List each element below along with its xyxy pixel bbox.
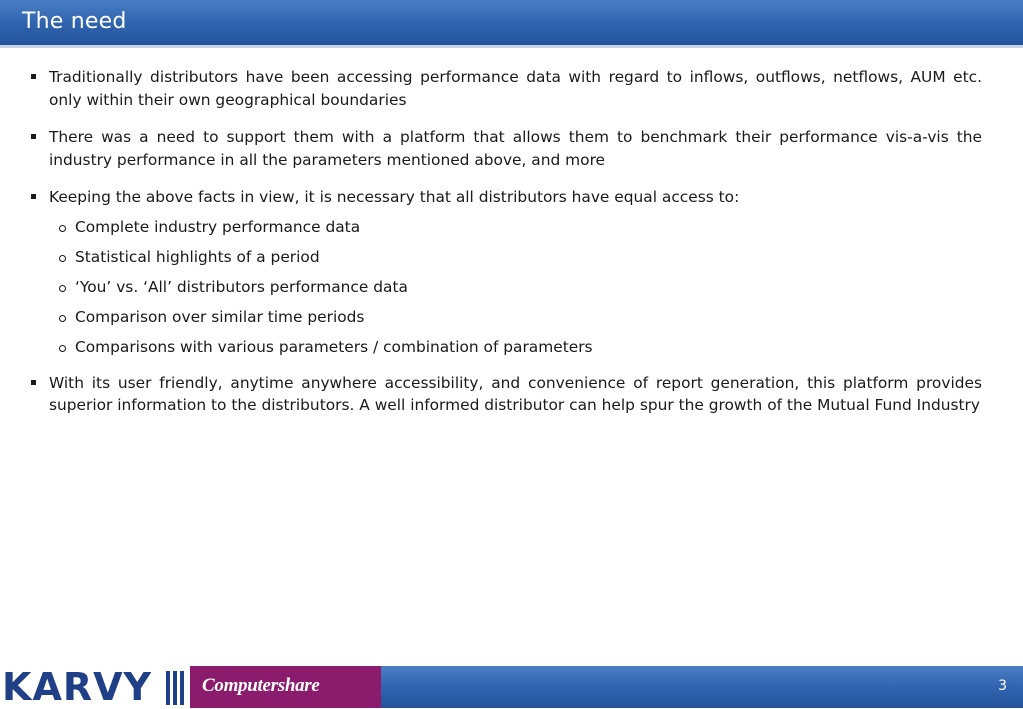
bullet-item — [28, 186, 982, 366]
bullet-text: With its user friendly, anytime anywhere accessibility, and convenience of report generation, this platform provides superior information to the distributors. A well informed distributor can help spur the growth of the Mutual Fund Industry — [49, 373, 982, 414]
bullet-item — [28, 66, 982, 111]
sub-bullet-item — [28, 246, 982, 276]
circle-bullet-icon — [59, 255, 66, 262]
slide-content — [28, 66, 982, 432]
square-bullet-icon — [31, 74, 36, 79]
sub-bullet-text: Comparisons with various parameters / combination of parameters — [75, 337, 593, 356]
sub-bullet-item — [28, 336, 982, 366]
bullet-text: Traditionally distributors have been accessing performance data with regard to inflows, outflows, netflows, AUM etc. only within their own geographical boundaries — [49, 68, 982, 109]
sub-bullet-text: ‘You’ vs. ‘All’ distributors performance data — [75, 277, 408, 296]
square-bullet-icon — [31, 380, 36, 385]
sub-bullet-item — [28, 306, 982, 336]
bullet-text: There was a need to support them with a platform that allows them to benchmark their performance vis-a-vis the industry performance in all the parameters mentioned above, and more — [49, 128, 982, 169]
bullet-item — [28, 126, 982, 171]
karvy-logo-text: KARVY — [2, 665, 153, 709]
sub-bullet-list — [28, 216, 982, 366]
sub-bullet-text: Comparison over similar time periods — [75, 307, 365, 326]
karvy-bars-icon — [166, 671, 188, 705]
slide-footer — [0, 665, 1023, 708]
sub-bullet-item — [28, 216, 982, 246]
sub-bullet-text: Complete industry performance data — [75, 217, 361, 236]
circle-bullet-icon — [59, 225, 66, 232]
circle-bullet-icon — [59, 315, 66, 322]
computershare-logo-text: Computershare — [202, 675, 320, 696]
square-bullet-icon — [31, 134, 36, 139]
page-number: 3 — [998, 678, 1007, 694]
bullet-text: Keeping the above facts in view, it is necessary that all distributors have equal access to: — [49, 188, 740, 206]
square-bullet-icon — [31, 194, 36, 199]
computershare-logo — [190, 666, 381, 708]
bullet-item — [28, 372, 982, 417]
slide-header — [0, 0, 1023, 48]
footer-bar — [381, 666, 1023, 708]
karvy-logo — [2, 667, 182, 707]
circle-bullet-icon — [59, 345, 66, 352]
sub-bullet-item — [28, 276, 982, 306]
slide-title: The need — [22, 9, 127, 34]
circle-bullet-icon — [59, 285, 66, 292]
sub-bullet-text: Statistical highlights of a period — [75, 247, 320, 266]
